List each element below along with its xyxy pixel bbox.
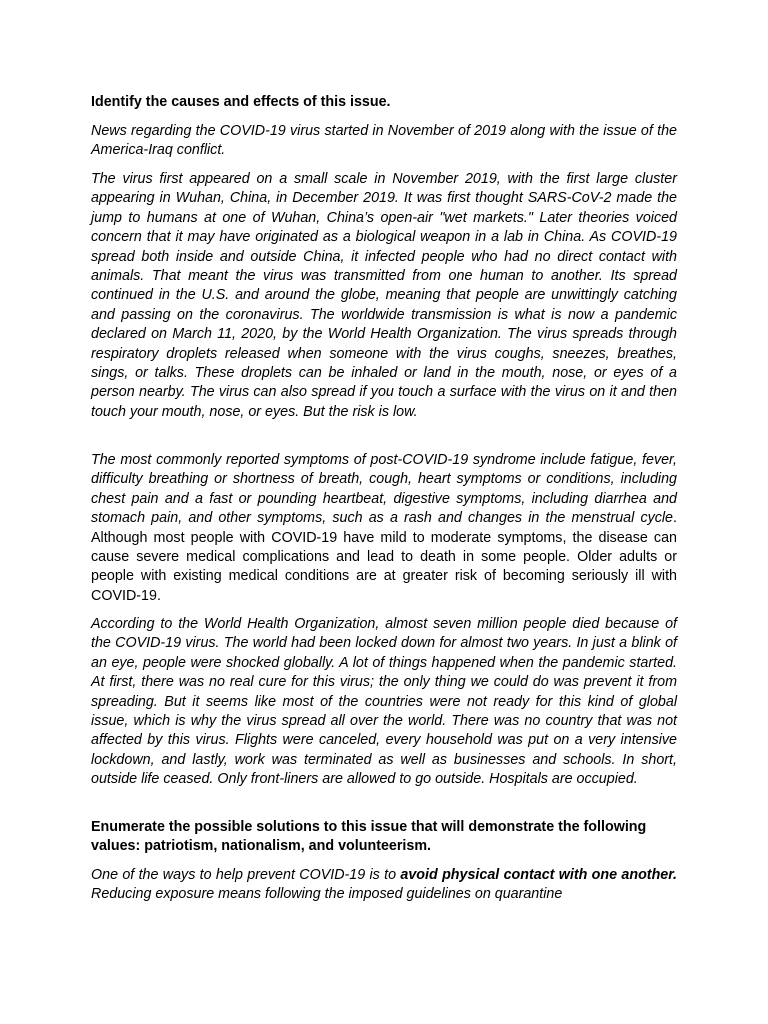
paragraph-effects: According to the World Health Organization, almost seven million people died because of the COVID-19 virus. The world had been locked down for almost two years. In just a blink of an eye, people were shocked globally. A lot of things happened when the pandemic started. At first, there was no real cure for this virus; the only thing we could do was prevent it from spreading. But it seems like most of the countries were not ready for this kind of global issue, which is why the virus spread all over the world. There was no country that was not affected by this virus. Flights were canceled, every household was put on a very intensive lockdown, and lastly, work was terminated as well as businesses and schools. In short, outside life ceased. Only front-liners are allowed to go outside. Hospitals are occupied. (91, 616, 677, 788)
heading-solutions: Enumerate the possible solutions to this issue that will demonstrate the following values: patriotism, nationalism, and volunteerism. (91, 819, 647, 855)
solutions-intro-text: One of the ways to help prevent COVID-19 is to (91, 867, 401, 883)
paragraph-solutions (91, 866, 677, 905)
paragraph-virus-origin: The virus first appeared on a small scale in November 2019, with the first large cluster appearing in Wuhan, China, in December 2019. It was first thought SARS-CoV-2 made the jump to humans at one of Wuhan, China’s open-air "wet markets." Later theories voiced concern that it may have originated as a biological weapon in a lab in China. As COVID-19 spread both inside and outside China, it infected people who had no direct contact with animals. That meant the virus was transmitted from one human to another. Its spread continued in the U.S. and around the globe, meaning that people are unwittingly catching and passing on the coronavirus. The worldwide transmission is what is now a pandemic declared on March 11, 2020, by the World Health Organization. The virus spreads through respiratory droplets released when someone with the virus coughs, sneezes, breathes, sings, or talks. These droplets can be inhaled or land in the mouth, nose, or eyes of a person nearby. The virus can also spread if you touch a surface with the virus on it and then touch your mouth, nose, or eyes. But the risk is low. (91, 171, 677, 420)
heading-causes-effects: Identify the causes and effects of this issue. (91, 94, 391, 110)
solutions-emphasis-text: avoid physical contact with one another. (400, 867, 678, 883)
solutions-continuation-text: Reducing exposure means following the imposed guidelines on quarantine (91, 886, 563, 903)
paragraph-symptoms (91, 451, 677, 606)
symptoms-regular-text: . Although most people with COVID-19 have mild to moderate symptoms, the disease can cause severe medical complications and lead to death in some people. Older adults or people with existing medical conditions are at greater risk of becoming seriously ill with COVID-19. (91, 510, 677, 604)
paragraph-news-intro: News regarding the COVID-19 virus started in November of 2019 along with the issue of the America-Iraq conflict. (91, 123, 677, 159)
symptoms-italic-text: The most commonly reported symptoms of post-COVID-19 syndrome include fatigue, fever, difficulty breathing or shortness of breath, cough, heart symptoms or conditions, including chest pain and a fast or pounding heartbeat, digestive symptoms, including diarrhea and stomach pain, and other symptoms, such as a rash and changes in the menstrual cycle (91, 452, 677, 527)
